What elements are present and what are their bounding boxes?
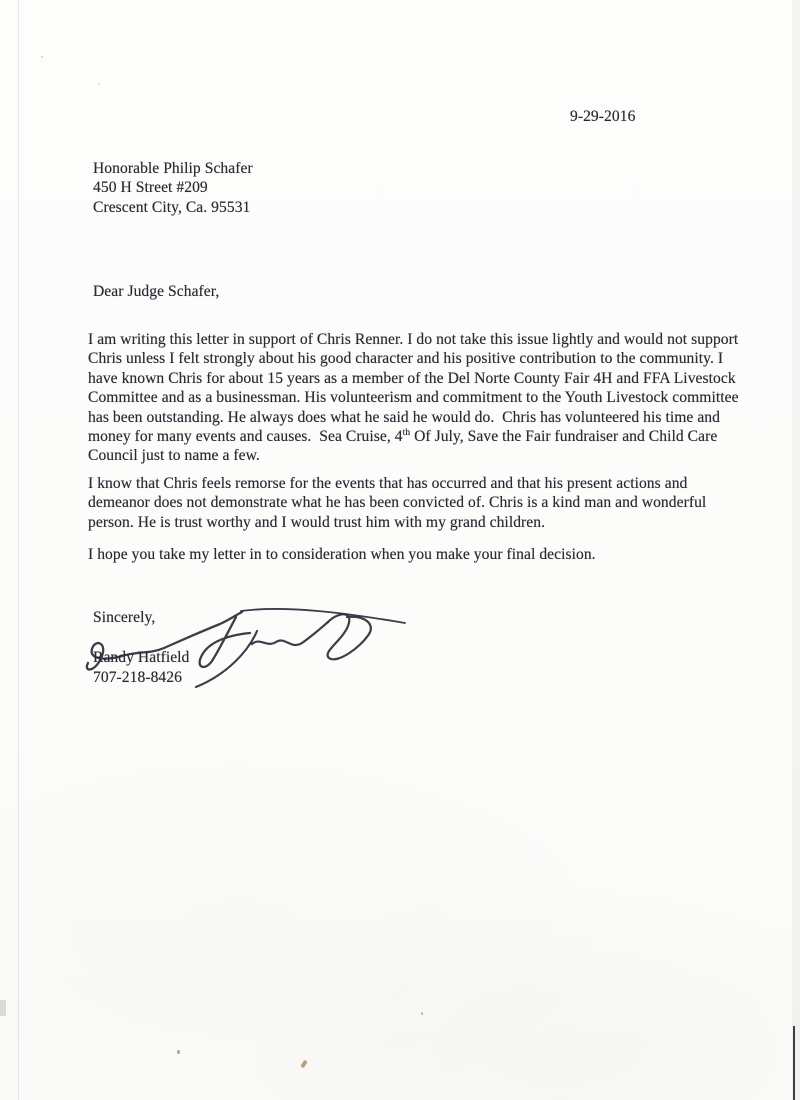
scan-speck	[421, 1012, 423, 1015]
scan-artifact-right-edge-line	[793, 1026, 795, 1100]
scan-speck	[300, 1060, 308, 1069]
body-paragraph-2: I know that Chris feels remorse for the events that has occurred and that his present actions and demeanor does not demonstrate what he has been convicted of. Chris is a kind man and wonderful person. He is trust worthy and I would trust him with my grand children.	[88, 475, 707, 531]
body-paragraph-3: I hope you take my letter in to consideration when you make your final decision.	[88, 546, 596, 563]
salutation: Dear Judge Schafer,	[93, 283, 220, 300]
scan-artifact-left-line	[18, 0, 19, 1100]
scan-speck	[41, 56, 43, 58]
scan-artifact-patch	[0, 1000, 6, 1016]
phone-number: 707-218-8426	[93, 669, 182, 686]
letter-date: 9-29-2016	[570, 108, 636, 125]
closing-sincerely: Sincerely,	[93, 609, 156, 626]
body-paragraph-1: I am writing this letter in support of Chris Renner. I do not take this issue lightly and would not support Chris unless I felt strongly about his good character and his positive contribution to the community. I have known Chris for about 15 years as a member of the Del Norte County Fair 4H and FFA Livestock Committee and as a businessman. His volunteerism and commitment to the Youth Livestock committee has been outstanding. He always does what he said he would do. Chris has volunteered his time and money for many events and causes. Sea Cruise, 4th Of July, Save the Fair fundraiser and Child Care Council just to name a few.	[88, 331, 739, 465]
scan-speck	[98, 83, 100, 85]
scan-speck	[177, 1050, 180, 1054]
signer-name: Randy Hatfield	[93, 649, 190, 666]
recipient-address: Honorable Philip Schafer 450 H Street #209 Crescent City, Ca. 95531	[93, 160, 253, 216]
scan-artifact-right-shade	[792, 0, 800, 1100]
